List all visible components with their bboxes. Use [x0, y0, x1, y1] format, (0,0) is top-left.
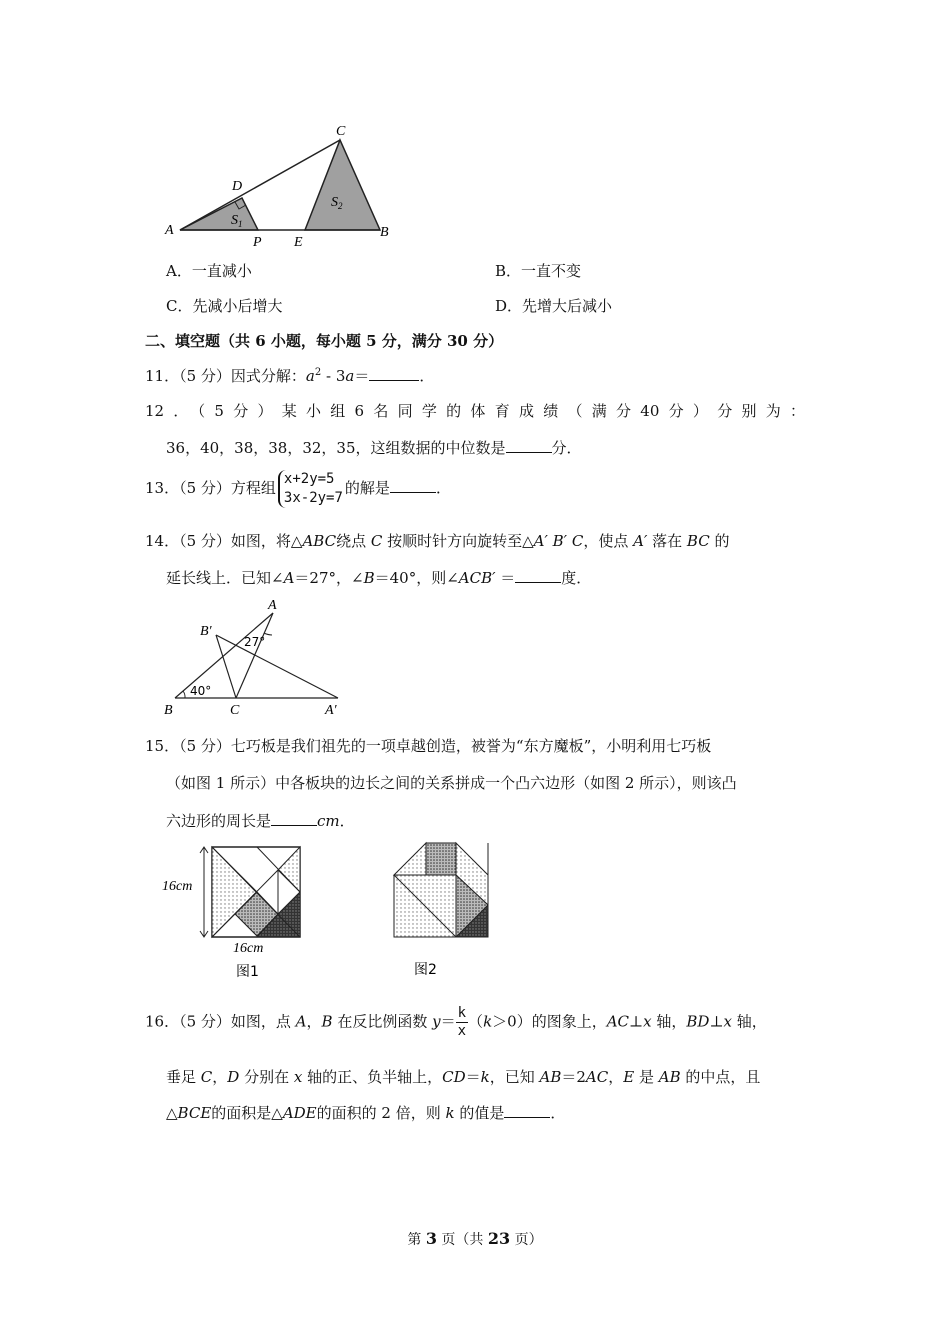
answer-blank	[390, 477, 436, 493]
figure-tangram	[160, 835, 500, 985]
q14-t1: 14．（5 分）如图，将△	[145, 532, 303, 550]
q12-end: 分．	[551, 439, 582, 457]
q16-t10: 分别在	[239, 1068, 294, 1086]
q16-end: ．	[550, 1104, 566, 1122]
fraction-numerator: k	[457, 1005, 467, 1021]
label-s2: $S_2$	[331, 195, 343, 211]
question-15-line1: 15．（5 分）七巧板是我们祖先的一项卓越创造，被誉为“东方魔板”，小明利用七巧板	[145, 737, 712, 755]
answer-blank	[271, 810, 317, 826]
q16-t7: 轴，	[732, 1012, 767, 1031]
q14-t9: ＝40°，则∠	[374, 569, 459, 587]
option-d: D．先增大后减小	[495, 297, 613, 315]
q11-sup: 2	[314, 367, 322, 378]
label-angle-40: 40°	[190, 684, 212, 698]
answer-blank	[515, 567, 561, 583]
question-15-line3	[166, 810, 355, 831]
label-16cm-bottom: 16cm	[233, 941, 264, 956]
answer-blank	[369, 365, 419, 381]
caption-figure-1: 图1	[236, 964, 259, 980]
footer-total-pages: 23	[487, 1229, 511, 1248]
q14-b: B	[363, 569, 375, 587]
page-footer	[0, 1229, 950, 1249]
label-c: C	[336, 124, 346, 139]
q11-a: a	[305, 367, 315, 385]
option-c: C．先减小后增大	[166, 297, 283, 315]
q16-t8: 垂足	[166, 1068, 201, 1086]
q14-t8: ＝27°，∠	[294, 569, 364, 587]
q16-t6: 轴，	[651, 1012, 687, 1031]
q16-t20: 的面积的 2 倍，则	[316, 1104, 446, 1122]
q16-cd: CD	[442, 1068, 466, 1086]
q16-ab: AB	[539, 1068, 562, 1086]
option-a: A．一直减小	[166, 262, 252, 280]
q16-t9: ，	[212, 1068, 228, 1086]
q16-t14: ＝2	[561, 1068, 586, 1086]
q14-bc: BC	[686, 532, 710, 550]
q14-t7: 延长线上．已知∠	[166, 569, 284, 587]
q15-end: ．	[339, 812, 355, 830]
q16-ab2: AB	[658, 1068, 681, 1086]
q16-c: C	[200, 1068, 213, 1086]
footer-post: 页）	[510, 1232, 543, 1248]
q16-t5: ＞0）的图象上，	[492, 1012, 607, 1031]
label-aprime: A′	[325, 703, 337, 718]
question-14-line1	[145, 530, 729, 551]
q16-t16: 是	[634, 1068, 659, 1086]
q16-t15: ，	[608, 1068, 624, 1086]
q12-text: 36，40，38，38，32，35，这组数据的中位数是	[166, 439, 506, 457]
shaded-triangle-s1	[180, 198, 258, 230]
question-15-line2: （如图 1 所示）中各板块的边长之间的关系拼成一个凸六边形（如图 2 所示），则该凸	[166, 774, 737, 792]
angle-arc-b	[183, 691, 185, 698]
label-e: E	[294, 235, 303, 250]
q16-x2: x	[723, 1012, 733, 1031]
q16-d: D	[227, 1068, 240, 1086]
q16-t1: 16．（5 分）如图，点	[145, 1012, 296, 1031]
q11-eq: ＝	[354, 367, 370, 385]
q16-eq: ＝	[440, 1012, 456, 1031]
q16-t11: 轴的正、负半轴上，	[302, 1068, 443, 1086]
q16-t21: 的值是	[454, 1104, 505, 1122]
q14-ap: A′	[633, 532, 648, 550]
label-bprime: B′	[200, 624, 212, 639]
q16-perp2: ⊥	[709, 1012, 724, 1031]
q14-abc: ABC	[302, 532, 337, 550]
q16-t19: 的面积是△	[211, 1104, 283, 1122]
q14-t11: 度．	[561, 569, 592, 587]
q16-bce: BCE	[177, 1104, 212, 1122]
option-b: B．一直不变	[495, 262, 582, 280]
q14-t5: 落在	[647, 532, 687, 550]
section-2-title: 二、填空题（共 6 小题，每小题 5 分，满分 30 分）	[145, 332, 504, 350]
answer-blank	[506, 437, 552, 453]
q14-a: A	[283, 569, 295, 587]
q13-suffix: 的解是	[344, 479, 390, 497]
q16-a: A	[295, 1012, 307, 1031]
q15-unit: cm	[317, 812, 340, 830]
figure-triangle-s1-s2	[155, 118, 405, 250]
q13-end: ．	[435, 479, 451, 497]
q16-ac: AC	[606, 1012, 630, 1031]
q14-acbp: ACB′	[458, 569, 496, 587]
fraction-k-over-x	[456, 1005, 468, 1040]
q11-a2: a	[345, 367, 355, 385]
q14-c: C	[370, 532, 383, 550]
tangram-square	[212, 847, 300, 937]
q16-y: y	[432, 1012, 441, 1031]
q16-t12: ＝	[465, 1068, 481, 1086]
equation-2: 3x-2y=7	[283, 490, 343, 506]
q16-bd: BD	[686, 1012, 710, 1031]
q16-t17: 的中点，且	[680, 1068, 761, 1086]
label-a: A	[165, 223, 174, 238]
q16-x1: x	[643, 1012, 652, 1031]
question-16-line2	[166, 1066, 760, 1087]
label-c: C	[230, 703, 240, 718]
label-p: P	[253, 235, 262, 250]
footer-pre: 第	[407, 1232, 426, 1248]
question-12-line1: 12．（5分）某小组6名同学的体育成绩（满分40分）分别为：	[145, 402, 805, 420]
convex-hexagon	[394, 843, 488, 937]
fraction-denominator: x	[457, 1023, 467, 1039]
q16-t13: ，已知	[489, 1068, 540, 1086]
q14-t4: ，使点	[583, 532, 634, 550]
q11-prefix: 11．（5 分）因式分解：	[145, 367, 306, 385]
question-11	[145, 365, 434, 386]
q11-end: ．	[419, 367, 435, 385]
line-bp-ap	[216, 635, 338, 698]
q16-perp1: ⊥	[629, 1012, 644, 1031]
q16-ade: ADE	[282, 1104, 317, 1122]
question-12-line2	[166, 437, 582, 458]
q16-k2: k	[480, 1068, 490, 1086]
figure-rotation	[160, 595, 355, 720]
q16-t18: △	[166, 1104, 178, 1122]
q14-t6: 的	[709, 532, 730, 550]
q16-t4: （	[468, 1012, 484, 1031]
q16-b: B	[321, 1012, 333, 1031]
caption-figure-2: 图2	[414, 962, 437, 978]
q16-x3: x	[293, 1068, 303, 1086]
label-a: A	[268, 598, 277, 613]
q14-t2: 绕点	[336, 532, 371, 550]
q16-t3: 在反比例函数	[332, 1012, 433, 1031]
q13-prefix: 13．（5 分）方程组	[145, 479, 276, 497]
q16-k: k	[483, 1012, 493, 1031]
q16-ac2: AC	[585, 1068, 609, 1086]
question-16-line3	[166, 1102, 565, 1123]
label-b: B	[380, 225, 389, 240]
answer-blank	[504, 1102, 550, 1118]
label-s1: $S_1$	[231, 213, 243, 229]
question-16-line1	[145, 1005, 767, 1040]
equation-1: x+2y=5	[283, 471, 335, 487]
label-angle-27: 27°	[244, 635, 266, 649]
footer-page-number: 3	[425, 1229, 437, 1248]
q16-t2: ，	[306, 1012, 322, 1031]
q14-apbc: A′ B′ C	[533, 532, 584, 550]
q15-t1: 六边形的周长是	[166, 812, 272, 830]
q11-minus: - 3	[321, 367, 346, 385]
q16-k3: k	[445, 1104, 455, 1122]
q14-t10: ＝	[495, 569, 516, 587]
equation-system	[278, 470, 343, 508]
question-14-line2	[166, 567, 591, 588]
footer-mid: 页（共	[436, 1232, 488, 1248]
q14-t3: 按顺时针方向旋转至△	[382, 532, 534, 550]
label-b: B	[164, 703, 173, 718]
label-d: D	[232, 179, 243, 194]
label-16cm-left: 16cm	[162, 879, 193, 894]
question-13	[145, 470, 451, 508]
q16-e: E	[623, 1068, 635, 1086]
